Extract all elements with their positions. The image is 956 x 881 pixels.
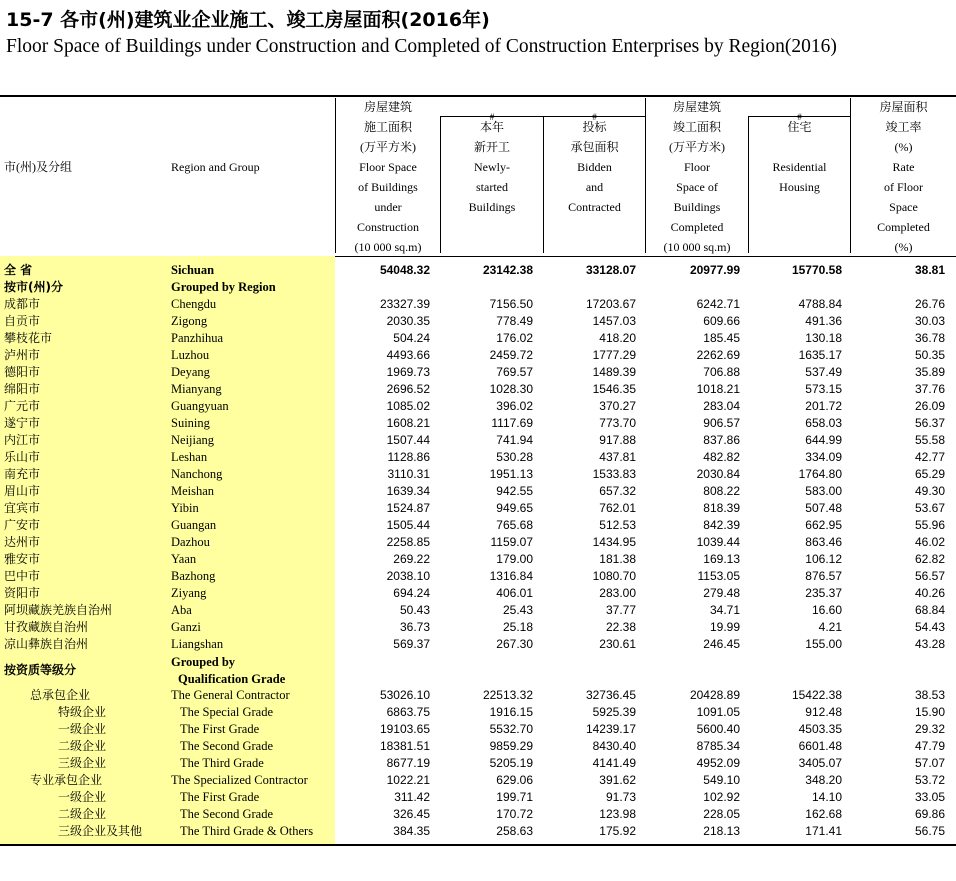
row-value-cell: 808.22 [703,484,740,498]
row-value-cell: 876.57 [805,569,842,583]
row-value-cell: 1505.44 [386,518,430,532]
header-col-floor-space-under-construction: 房屋建筑 施工面积 (万平方米) Floor Space of Buildings under Construction (10 000 sq.m) [354,100,422,254]
row-value-cell: 8430.40 [592,739,636,753]
row-value-cell: 842.39 [703,518,740,532]
row-label-cn: 成都市 [4,297,41,311]
row-value-cell: 15770.58 [791,263,842,277]
row-value-cell: 348.20 [805,773,842,787]
data-table [0,95,956,846]
row-value-cell: 181.38 [599,552,636,566]
row-value-cell: 54048.32 [379,263,430,277]
row-label-cn: 眉山市 [4,484,41,498]
row-value-cell: 34.71 [709,603,740,617]
row-value-cell: 837.86 [703,433,740,447]
row-value-cell: 14239.17 [585,722,636,736]
row-value-cell: 1969.73 [386,365,430,379]
row-value-cell: 326.45 [393,807,430,821]
table-row [0,398,956,415]
row-value-cell: 25.18 [502,620,533,634]
row-label-cn: 巴中市 [4,569,41,583]
row-label-cn: 三级企业及其他 [58,824,143,838]
row-value-cell: 185.45 [703,331,740,345]
table-row [0,262,956,279]
row-value-cell: 644.99 [805,433,842,447]
row-value-cell: 482.82 [703,450,740,464]
row-label-en: Yibin [171,501,199,515]
row-value-cell: 2262.69 [696,348,740,362]
table-row [0,619,956,636]
row-value-cell: 17203.67 [585,297,636,311]
row-value-cell: 1039.44 [696,535,740,549]
row-value-cell: 4493.66 [386,348,430,362]
row-label-cn: 三级企业 [58,756,107,770]
row-label-en: Panzhihua [171,331,224,345]
row-value-cell: 7156.50 [489,297,533,311]
row-value-cell: 35.89 [914,365,945,379]
row-label-cn: 专业承包企业 [30,773,103,787]
row-label-en: The Third Grade [180,756,264,770]
row-value-cell: 235.37 [805,586,842,600]
row-value-cell: 3405.07 [798,756,842,770]
row-value-cell: 8677.19 [386,756,430,770]
row-label-cn: 雅安市 [4,552,41,566]
row-value-cell: 5532.70 [489,722,533,736]
row-value-cell: 573.15 [805,382,842,396]
row-value-cell: 2258.85 [386,535,430,549]
row-value-cell: 102.92 [703,790,740,804]
row-value-cell: 694.24 [393,586,430,600]
row-value-cell: 40.26 [914,586,945,600]
table-row [0,551,956,568]
row-value-cell: 1316.84 [489,569,533,583]
row-value-cell: 30.03 [914,314,945,328]
row-value-cell: 1546.35 [592,382,636,396]
row-value-cell: 42.77 [914,450,945,464]
row-label-cn: 阿坝藏族羌族自治州 [4,603,113,617]
row-value-cell: 1080.70 [592,569,636,583]
row-value-cell: 55.96 [914,518,945,532]
row-value-cell: 32736.45 [585,688,636,702]
row-value-cell: 171.41 [805,824,842,838]
row-value-cell: 26.09 [914,399,945,413]
row-value-cell: 33128.07 [585,263,636,277]
row-label-cn: 甘孜藏族自治州 [4,620,89,634]
row-value-cell: 230.61 [599,637,636,651]
row-value-cell: 43.28 [914,637,945,651]
row-value-cell: 258.63 [496,824,533,838]
row-value-cell: 155.00 [805,637,842,651]
row-label-en: Suining [171,416,210,430]
row-value-cell: 1524.87 [386,501,430,515]
row-value-cell: 583.00 [805,484,842,498]
table-row [0,823,956,840]
table-row [0,347,956,364]
row-label-cn: 按市(州)分 [4,280,63,294]
row-value-cell: 1434.95 [592,535,636,549]
table-row [0,415,956,432]
row-label-en: Ganzi [171,620,201,634]
row-label-cn: 南充市 [4,467,41,481]
row-value-cell: 2459.72 [489,348,533,362]
row-value-cell: 53026.10 [379,688,430,702]
row-value-cell: 37.76 [914,382,945,396]
row-value-cell: 906.57 [703,416,740,430]
header-region-en: Region and Group [171,160,260,174]
row-value-cell: 169.13 [703,552,740,566]
row-label-cn: 资阳市 [4,586,41,600]
row-value-cell: 123.98 [599,807,636,821]
row-value-cell: 418.20 [599,331,636,345]
row-label-en: Dazhou [171,535,210,549]
row-value-cell: 16.60 [811,603,842,617]
row-value-cell: 311.42 [394,790,430,804]
row-value-cell: 46.02 [914,535,945,549]
row-value-cell: 20428.89 [689,688,740,702]
row-value-cell: 6601.48 [798,739,842,753]
row-value-cell: 762.01 [599,501,636,515]
row-label-en: The First Grade [180,790,260,804]
row-label-en: The First Grade [180,722,260,736]
header-col-floor-space-completed: 房屋建筑 竣工面积 (万平方米) Floor Space of Buildings Completed (10 000 sq.m) [663,100,731,254]
row-value-cell: 1764.80 [798,467,842,481]
row-label-en: Deyang [171,365,210,379]
row-value-cell: 370.27 [599,399,636,413]
table-row [0,449,956,466]
table-row [0,687,956,704]
row-value-cell: 25.43 [502,603,533,617]
row-value-cell: 4788.84 [798,297,842,311]
row-value-cell: 765.68 [496,518,533,532]
row-value-cell: 5600.40 [696,722,740,736]
table-row [0,738,956,755]
row-value-cell: 1639.34 [386,484,430,498]
row-value-cell: 267.30 [496,637,533,651]
row-label-en: The Third Grade & Others [180,824,314,838]
row-value-cell: 91.73 [605,790,636,804]
table-top-rule [0,95,956,97]
row-value-cell: 38.53 [914,688,945,702]
row-value-cell: 658.03 [805,416,842,430]
row-label-en: Chengdu [171,297,217,311]
row-value-cell: 19.99 [709,620,740,634]
row-value-cell: 4.21 [818,620,842,634]
row-value-cell: 1028.30 [489,382,533,396]
group-heading-qualification [0,654,956,688]
row-label-cn: 按资质等级分 [4,663,77,677]
row-value-cell: 504.24 [393,331,430,345]
row-value-cell: 3110.31 [387,467,430,481]
row-value-cell: 106.12 [805,552,842,566]
header-col-newly-started: # 本年 新开工 Newly- started Buildings [468,112,516,214]
row-value-cell: 56.57 [914,569,945,583]
row-value-cell: 384.35 [393,824,430,838]
row-value-cell: 162.68 [805,807,842,821]
row-value-cell: 33.05 [914,790,945,804]
row-label-cn: 宜宾市 [4,501,41,515]
row-label-cn: 达州市 [4,535,41,549]
row-label-en: Leshan [171,450,208,464]
row-value-cell: 917.88 [599,433,636,447]
row-value-cell: 19103.65 [379,722,430,736]
row-value-cell: 1128.86 [387,450,430,464]
row-value-cell: 5925.39 [592,705,636,719]
row-value-cell: 4141.49 [592,756,636,770]
row-label-cn: 广安市 [4,518,41,532]
row-value-cell: 23142.38 [482,263,533,277]
row-value-cell: 1533.83 [592,467,636,481]
table-row [0,704,956,721]
row-value-cell: 47.79 [914,739,945,753]
row-label-en: The Second Grade [180,807,274,821]
header-col-bidden-contracted: # 投标 承包面积 Bidden and Contracted [568,112,621,214]
row-label-en: Ziyang [171,586,207,600]
row-value-cell: 8785.34 [696,739,740,753]
row-value-cell: 1022.21 [386,773,430,787]
row-value-cell: 69.86 [914,807,945,821]
row-value-cell: 1635.17 [798,348,842,362]
row-label-en: Zigong [171,314,208,328]
header-col-residential-housing: # 住宅 Residential Housing [772,112,827,194]
row-label-en: Bazhong [171,569,216,583]
row-value-cell: 199.71 [496,790,533,804]
row-value-cell: 406.01 [496,586,533,600]
row-value-cell: 283.00 [599,586,636,600]
row-value-cell: 269.22 [393,552,430,566]
row-label-cn: 内江市 [4,433,41,447]
row-value-cell: 949.65 [496,501,533,515]
row-label-cn: 自贡市 [4,314,41,328]
row-label-cn: 全 省 [4,263,33,277]
row-value-cell: 228.05 [703,807,740,821]
row-value-cell: 437.81 [599,450,636,464]
row-label-cn: 总承包企业 [30,688,91,702]
row-value-cell: 1489.39 [592,365,636,379]
table-row [0,585,956,602]
table-row [0,432,956,449]
row-value-cell: 279.48 [703,586,740,600]
row-value-cell: 53.72 [914,773,945,787]
row-value-cell: 1777.29 [592,348,636,362]
table-row [0,517,956,534]
row-label-cn: 凉山彝族自治州 [4,637,89,651]
header-region-cn: 市(州)及分组 [4,160,72,174]
row-label-cn: 特级企业 [58,705,107,719]
row-value-cell: 942.55 [496,484,533,498]
row-label-en: Qualification Grade [178,672,286,686]
row-value-cell: 22.38 [605,620,636,634]
row-value-cell: 176.02 [496,331,533,345]
row-value-cell: 507.48 [805,501,842,515]
row-label-en: The General Contractor [171,688,290,702]
row-value-cell: 1153.05 [697,569,740,583]
row-label-en: Meishan [171,484,215,498]
row-value-cell: 50.35 [914,348,945,362]
row-value-cell: 491.36 [805,314,842,328]
row-value-cell: 15.90 [914,705,945,719]
table-row [0,330,956,347]
row-value-cell: 38.81 [914,263,945,277]
row-value-cell: 218.13 [703,824,740,838]
row-value-cell: 549.10 [703,773,740,787]
row-label-en: The Special Grade [180,705,274,719]
row-value-cell: 26.76 [914,297,945,311]
row-value-cell: 769.57 [496,365,533,379]
table-row [0,789,956,806]
row-label-en: Yaan [171,552,197,566]
row-value-cell: 4503.35 [798,722,842,736]
row-value-cell: 1507.44 [386,433,430,447]
row-value-cell: 569.37 [393,637,430,651]
row-value-cell: 818.39 [703,501,740,515]
page-title-chinese: 15-7 各市(州)建筑业企业施工、竣工房屋面积(2016年) [6,9,490,31]
row-value-cell: 6242.71 [696,297,740,311]
row-value-cell: 130.18 [805,331,842,345]
table-bottom-rule [0,844,956,846]
row-value-cell: 706.88 [703,365,740,379]
row-value-cell: 1117.69 [491,416,533,430]
table-row [0,381,956,398]
table-row [0,534,956,551]
row-value-cell: 512.53 [599,518,636,532]
row-label-cn: 乐山市 [4,450,41,464]
row-value-cell: 2696.52 [386,382,430,396]
row-value-cell: 56.37 [914,416,945,430]
row-value-cell: 657.32 [599,484,636,498]
row-label-en: Liangshan [171,637,224,651]
row-label-cn: 攀枝花市 [4,331,53,345]
row-label-en: Nanchong [171,467,223,481]
row-label-en: Neijiang [171,433,215,447]
row-value-cell: 49.30 [914,484,945,498]
row-value-cell: 20977.99 [689,263,740,277]
row-value-cell: 9859.29 [489,739,533,753]
row-label-en: Luzhou [171,348,210,362]
row-value-cell: 1457.03 [592,314,636,328]
row-label-cn: 德阳市 [4,365,41,379]
header-col-completion-rate: 房屋面积 竣工率 (%) Rate of Floor Space Completed (%) [877,100,930,254]
row-value-cell: 50.43 [399,603,430,617]
table-row [0,755,956,772]
row-value-cell: 396.02 [496,399,533,413]
table-row [0,568,956,585]
row-value-cell: 1085.02 [386,399,430,413]
row-label-cn: 二级企业 [58,739,107,753]
row-value-cell: 1018.21 [696,382,740,396]
row-value-cell: 57.07 [914,756,945,770]
row-label-en: Mianyang [171,382,222,396]
row-value-cell: 36.73 [399,620,430,634]
row-label-en: Aba [171,603,192,617]
row-value-cell: 778.49 [496,314,533,328]
row-label-cn: 一级企业 [58,790,107,804]
row-value-cell: 283.04 [703,399,740,413]
row-value-cell: 629.06 [496,773,533,787]
row-label-en: Guangan [171,518,217,532]
row-value-cell: 23327.39 [379,297,430,311]
row-value-cell: 246.45 [703,637,740,651]
row-value-cell: 530.28 [496,450,533,464]
row-value-cell: 1159.07 [490,535,533,549]
row-value-cell: 662.95 [805,518,842,532]
table-row [0,636,956,653]
row-value-cell: 201.72 [805,399,842,413]
row-value-cell: 773.70 [599,416,636,430]
page-title-english: Floor Space of Buildings under Construction and Completed of Construction Enterprises by Region(2016) [6,36,837,57]
row-value-cell: 56.75 [914,824,945,838]
table-row [0,466,956,483]
row-value-cell: 22513.32 [482,688,533,702]
row-value-cell: 1608.21 [386,416,430,430]
table-row [0,313,956,330]
table-row [0,500,956,517]
table-row [0,806,956,823]
row-value-cell: 4952.09 [696,756,740,770]
row-value-cell: 2030.84 [696,467,740,481]
table-row [0,772,956,789]
row-value-cell: 37.77 [605,603,636,617]
row-label-en: The Second Grade [180,739,274,753]
row-value-cell: 609.66 [703,314,740,328]
row-value-cell: 54.43 [914,620,945,634]
row-label-cn: 遂宁市 [4,416,41,430]
table-row [0,279,956,296]
row-value-cell: 1091.05 [696,705,740,719]
row-value-cell: 68.84 [914,603,945,617]
row-value-cell: 62.82 [914,552,945,566]
row-value-cell: 179.00 [496,552,533,566]
table-row [0,721,956,738]
row-label-en: Grouped by Region [171,280,276,294]
row-value-cell: 29.32 [914,722,945,736]
row-label-en: Grouped by [171,655,236,669]
row-value-cell: 863.46 [805,535,842,549]
table-row [0,483,956,500]
row-value-cell: 537.49 [805,365,842,379]
row-label-cn: 二级企业 [58,807,107,821]
row-value-cell: 18381.51 [379,739,430,753]
row-value-cell: 1951.13 [489,467,533,481]
table-row [0,602,956,619]
row-value-cell: 55.58 [914,433,945,447]
row-value-cell: 1916.15 [489,705,533,719]
row-value-cell: 5205.19 [489,756,533,770]
row-label-en: Guangyuan [171,399,229,413]
row-value-cell: 2030.35 [386,314,430,328]
row-value-cell: 6863.75 [386,705,430,719]
row-label-cn: 绵阳市 [4,382,41,396]
row-label-en: The Specialized Contractor [171,773,308,787]
row-value-cell: 14.10 [811,790,842,804]
table-row [0,296,956,313]
row-value-cell: 36.78 [914,331,945,345]
row-value-cell: 53.67 [914,501,945,515]
row-value-cell: 2038.10 [386,569,430,583]
row-value-cell: 912.48 [805,705,842,719]
row-value-cell: 65.29 [914,467,945,481]
row-value-cell: 170.72 [496,807,533,821]
row-label-en: Sichuan [171,263,215,277]
table-row [0,364,956,381]
row-value-cell: 175.92 [599,824,636,838]
row-value-cell: 391.62 [599,773,636,787]
row-label-cn: 泸州市 [4,348,41,362]
row-value-cell: 334.09 [805,450,842,464]
row-value-cell: 741.94 [496,433,533,447]
row-value-cell: 15422.38 [791,688,842,702]
row-label-cn: 广元市 [4,399,41,413]
row-label-cn: 一级企业 [58,722,107,736]
